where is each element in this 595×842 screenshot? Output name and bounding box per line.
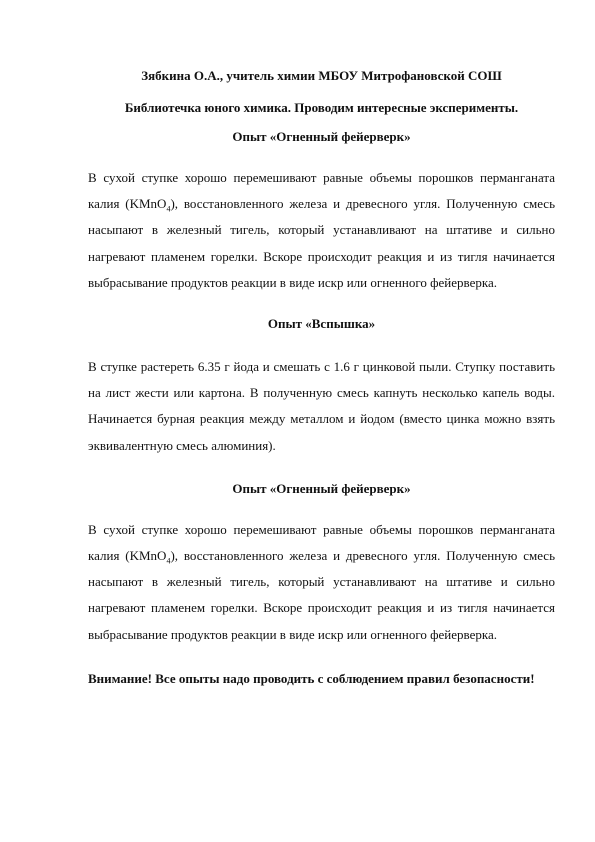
author-line: Зябкина О.А., учитель химии МБОУ Митрофановской СОШ: [141, 68, 502, 83]
section-text-flash: В ступке растереть 6.35 г йода и смешать с 1.6 г цинковой пыли. Ступку поставить на лист жести или картона. В полученную смесь капнуть несколько капель воды. Начинается бурная реакция между металлом и йодом (вместо цинка можно взять эквивалентную смесь алюминия).: [88, 359, 555, 453]
section-text-fireworks-1: [88, 165, 555, 296]
section-title-fireworks-1: Опыт «Огненный фейерверк»: [232, 129, 411, 144]
safety-warning: Внимание! Все опыты надо проводить с соблюдением правил безопасности!: [88, 670, 535, 686]
subscript: 4: [166, 204, 171, 214]
section-text-fireworks-2: [88, 517, 555, 648]
subscript: 4: [166, 556, 171, 566]
section-title-fireworks-2: Опыт «Огненный фейерверк»: [232, 480, 411, 496]
text-part: ), восстановленного железа и древесного угля. Полученную смесь насыпают в железный тигель, который устанавливают на штативе и сильно нагревают пламенем горелки. Вскоре происходит реакция и из тигля начинается выбрасывание продуктов реакции в виде искр или огненного фейерверка.: [88, 196, 555, 290]
subtitle: Библиотечка юного химика. Проводим интересные эксперименты.: [124, 100, 519, 115]
text-part: В сухой ступке хорошо перемешивают равные объемы порошков перманганата калия (KMnO: [88, 170, 555, 212]
text-part: В сухой ступке хорошо перемешивают равные объемы порошков перманганата калия (KMnO: [88, 521, 555, 564]
text-part: ), восстановленного железа и древесного угля. Полученную смесь насыпают в железный тигель, который устанавливают на штативе и сильно нагревают пламенем горелки. Вскоре происходит реакция и из тигля начинается выбрасывание продуктов реакции в виде искр или огненного фейерверка.: [88, 548, 555, 642]
section-title-flash: Опыт «Вспышка»: [267, 316, 376, 332]
